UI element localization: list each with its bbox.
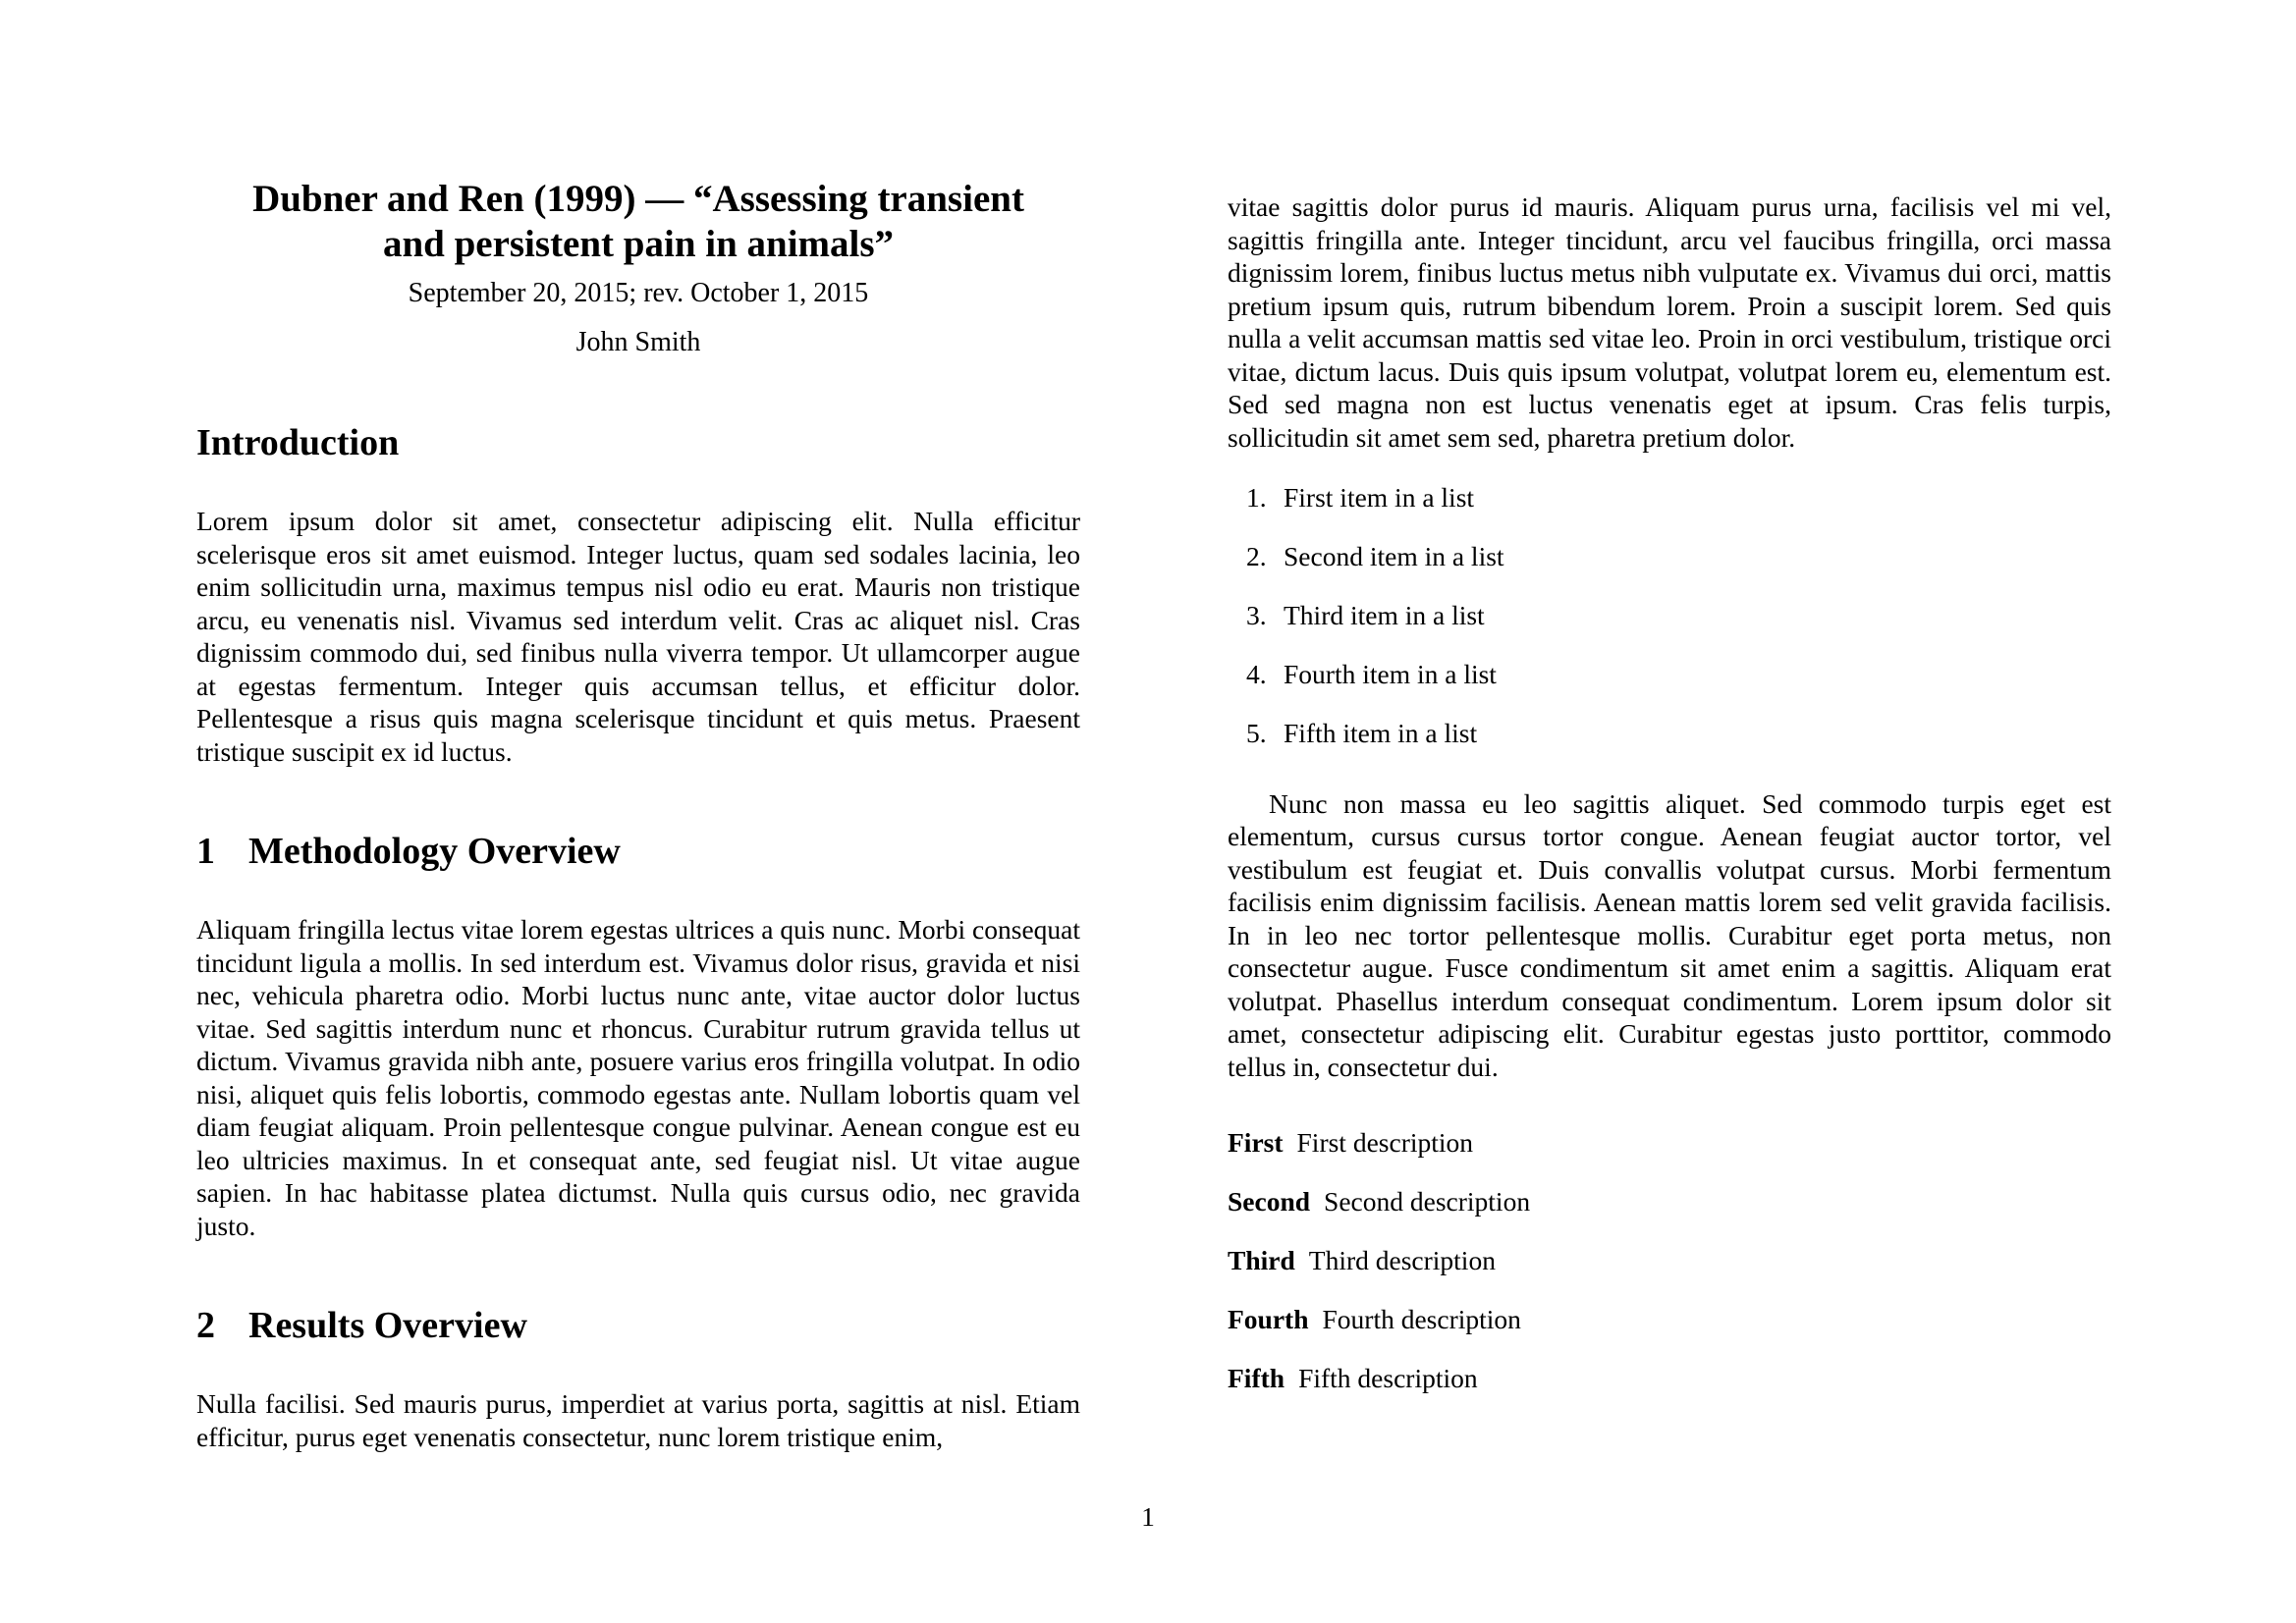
list-item-text: Fifth item in a list (1284, 718, 1478, 748)
section-title-introduction: Introduction (196, 422, 400, 463)
list-item (1228, 481, 2111, 514)
list-item-text: First item in a list (1284, 482, 1475, 513)
description-item (1228, 1303, 2111, 1336)
description-term: Fifth (1228, 1363, 1285, 1393)
section-number-results: 2 (196, 1305, 215, 1346)
section-heading-results (196, 1303, 1080, 1348)
description-term: Third (1228, 1245, 1295, 1275)
description-item (1228, 1244, 2111, 1277)
description-list (1228, 1126, 2111, 1395)
paper-title (196, 177, 1080, 267)
list-item (1228, 599, 2111, 632)
paper-title-line-2: and persistent pain in animals” (382, 223, 895, 265)
description-text: Third description (1308, 1245, 1496, 1275)
description-text: First description (1296, 1127, 1474, 1158)
list-item-text: Fourth item in a list (1284, 659, 1497, 689)
list-item (1228, 658, 2111, 691)
description-text: Fourth description (1322, 1304, 1521, 1334)
section-heading-introduction (196, 420, 1080, 465)
list-item (1228, 540, 2111, 573)
description-term: Second (1228, 1186, 1311, 1217)
list-item-number: 5. (1246, 718, 1267, 748)
list-item-number: 2. (1246, 541, 1267, 571)
paper-title-line-1: Dubner and Ren (1999) — “Assessing transient (252, 178, 1024, 220)
list-item-number: 4. (1246, 659, 1267, 689)
section-heading-methodology (196, 829, 1080, 874)
list-item-text: Third item in a list (1284, 600, 1485, 630)
section-number-methodology: 1 (196, 831, 215, 872)
numbered-list (1228, 481, 2111, 750)
description-item (1228, 1185, 2111, 1218)
paragraph-introduction: Lorem ipsum dolor sit amet, consectetur adipiscing elit. Nulla efficitur scelerisque eros sit amet euismod. Integer luctus, quam sed sodales lacinia, leo enim sollicitudin urna, maximus tempus nisl odio eu erat. Mauris non tristique arcu, eu venenatis nisl. Vivamus sed interdum velit. Cras ac aliquet nisl. Cras dignissim commodo dui, sed finibus nulla viverra tempor. Ut ullamcorper augue at egestas fermentum. Integer quis accumsan tellus, et efficitur dolor. Pellentesque a risus quis magna scelerisque tincidunt et quis metus. Praesent tristique suscipit ex id luctus. (196, 506, 1080, 767)
right-column (1228, 177, 2111, 1453)
description-item (1228, 1126, 2111, 1160)
page-number: 1 (1141, 1501, 1155, 1532)
list-item (1228, 717, 2111, 750)
description-text: Fifth description (1298, 1363, 1478, 1393)
paragraph-after-list: Nunc non massa eu leo sagittis aliquet. Sed commodo turpis eget est elementum, cursus cursus tortor congue. Aenean feugiat auctor tortor, vel vestibulum est feugiat et. Duis convallis volutpat cursus. Morbi fermentum facilisis enim dignissim facilisis. Aenean mattis lorem sed velit gravida facilisis. In in leo nec tortor pellentesque mollis. Curabitur eget porta metus, non consectetur augue. Fusce condimentum sit amet enim a sagittis. Aliquam erat volutpat. Phasellus interdum consequat condimentum. Lorem ipsum dolor sit amet, consectetur adipiscing elit. Curabitur egestas justo porttitor, commodo tellus in, consectetur dui. (1228, 787, 2111, 1082)
description-item (1228, 1362, 2111, 1395)
description-text: Second description (1324, 1186, 1531, 1217)
section-title-methodology: Methodology Overview (248, 831, 621, 872)
paper-date: September 20, 2015; rev. October 1, 2015 (408, 278, 869, 308)
list-item-text: Second item in a list (1284, 541, 1504, 571)
section-title-results: Results Overview (248, 1305, 527, 1346)
paragraph-results-continuation: vitae sagittis dolor purus id mauris. Aliquam purus urna, facilisis vel mi vel, sagittis fringilla ante. Integer tincidunt, arcu vel faucibus fringilla, orci massa dignissim lorem, finibus luctus metus nibh vulputate ex. Vivamus dui orci, mattis pretium ipsum quis, rutrum bibendum lorem. Proin a suscipit lorem. Sed quis nulla a velit accumsan mattis sed vitae leo. Proin in orci vestibulum, tristique orci vitae, dictum lacus. Duis quis ipsum volutpat, volutpat lorem eu, elementum est. Sed sed magna non est luctus venenatis eget at ipsum. Cras felis turpis, sollicitudin sit amet sem sed, pharetra pretium dolor. (1228, 191, 2111, 453)
title-block (196, 177, 1080, 359)
paper-author: John Smith (575, 327, 701, 357)
left-column (196, 177, 1080, 1453)
list-item-number: 1. (1246, 482, 1267, 513)
description-term: Fourth (1228, 1304, 1309, 1334)
description-term: First (1228, 1127, 1284, 1158)
paragraph-results-start: Nulla facilisi. Sed mauris purus, imperdiet at varius porta, sagittis at nisl. Etiam efficitur, purus eget venenatis consectetur, nunc lorem tristique enim, (196, 1388, 1080, 1452)
list-item-number: 3. (1246, 600, 1267, 630)
paragraph-methodology: Aliquam fringilla lectus vitae lorem egestas ultrices a quis nunc. Morbi consequat tincidunt ligula a mollis. In sed interdum est. Vivamus dolor risus, gravida et nisi nec, vehicula pharetra odio. Morbi luctus nunc ante, vitae auctor dolor luctus vitae. Sed sagittis interdum nunc et rhoncus. Curabitur rutrum gravida tellus ut dictum. Vivamus gravida nibh ante, posuere varius eros fringilla volutpat. In odio nisi, aliquet quis felis lobortis, commodo egestas ante. Nullam lobortis quam vel diam feugiat aliquam. Proin pellentesque congue pulvinar. Aenean congue est eu leo ultricies maximus. In et consequat ante, sed feugiat nisl. Ut vitae augue sapien. In hac habitasse platea dictumst. Nulla quis cursus odio, nec gravida justo. (196, 914, 1080, 1241)
